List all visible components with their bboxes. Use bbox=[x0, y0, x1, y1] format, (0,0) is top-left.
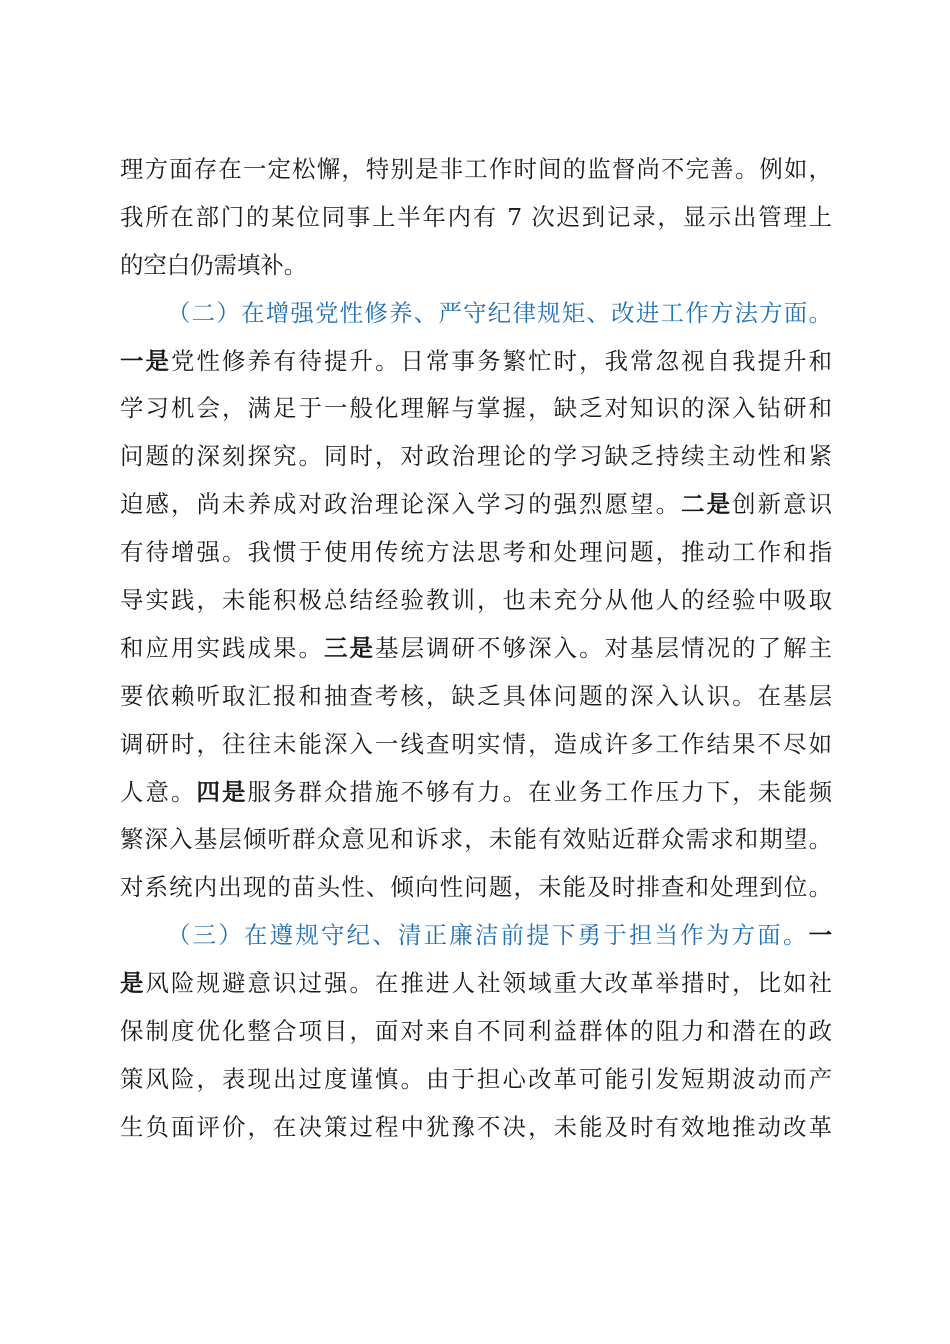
text-line bbox=[120, 864, 832, 912]
text-segment: 要依赖听取汇报和抽查考核，缺乏具体问题的深入认识。在基层 bbox=[120, 681, 832, 710]
text-line bbox=[120, 433, 832, 481]
text-segment: 创新意识 bbox=[732, 490, 833, 519]
text-line bbox=[120, 146, 832, 194]
text-segment: 导实践，未能积极总结经验教训，也未充分从他人的经验中吸取 bbox=[120, 586, 832, 615]
text-segment: 学习机会，满足于一般化理解与掌握，缺乏对知识的深入钻研和 bbox=[120, 394, 832, 423]
text-line bbox=[120, 194, 832, 242]
section-heading: （三）在遵规守纪、清正廉洁前提下勇于担当作为方面。 bbox=[167, 921, 809, 950]
text-line bbox=[120, 481, 832, 529]
text-segment: 繁深入基层倾听群众意见和诉求，未能有效贴近群众需求和期望。 bbox=[120, 825, 832, 854]
ordinal-keyword: 二是 bbox=[681, 490, 733, 519]
text-segment: 基层调研不够深入。对基层情况的了解主 bbox=[375, 633, 833, 662]
text-line bbox=[120, 816, 832, 864]
text-segment: 对系统内出现的苗头性、倾向性问题，未能及时排查和处理到位。 bbox=[120, 873, 832, 902]
text-line bbox=[120, 960, 832, 1008]
text-line bbox=[120, 769, 832, 817]
text-line bbox=[120, 290, 832, 338]
text-segment: 和应用实践成果。 bbox=[120, 633, 325, 662]
text-segment: 策风险，表现出过度谨慎。由于担心改革可能引发短期波动而产 bbox=[120, 1064, 832, 1093]
text-segment: 有待增强。我惯于使用传统方法思考和处理问题，推动工作和指 bbox=[120, 538, 832, 567]
text-segment: 风险规避意识过强。在推进人社领域重大改革举措时，比如社 bbox=[145, 969, 833, 998]
text-segment: 调研时，往往未能深入一线查明实情，造成许多工作结果不尽如 bbox=[120, 729, 832, 758]
text-line bbox=[120, 577, 832, 625]
section-heading: （二）在增强党性修养、严守纪律规矩、改进工作方法方面。 bbox=[167, 298, 832, 327]
text-segment: 服务群众措施不够有力。在业务工作压力下，未能频 bbox=[247, 777, 833, 806]
text-line bbox=[120, 385, 832, 433]
ordinal-keyword: 四是 bbox=[196, 777, 248, 806]
text-segment: 迫感，尚未养成对政治理论深入学习的强烈愿望。 bbox=[120, 490, 682, 519]
text-line bbox=[120, 625, 832, 673]
text-line bbox=[120, 1008, 832, 1056]
ordinal-keyword: 一是 bbox=[120, 346, 172, 375]
ordinal-keyword: 三是 bbox=[324, 633, 376, 662]
text-line bbox=[120, 721, 832, 769]
ordinal-keyword: 一 bbox=[808, 921, 832, 950]
text-segment: 问题的深刻探究。同时，对政治理论的学习缺乏持续主动性和紧 bbox=[120, 442, 832, 471]
text-segment: 理方面存在一定松懈，特别是非工作时间的监督尚不完善。例如， bbox=[120, 155, 832, 183]
text-segment: 我所在部门的某位同事上半年内有 7 次迟到记录，显示出管理上 bbox=[120, 202, 832, 231]
text-line bbox=[120, 529, 832, 577]
text-segment: 人意。 bbox=[120, 777, 197, 806]
text-segment: 生负面评价，在决策过程中犹豫不决，未能及时有效地推动改革 bbox=[120, 1112, 832, 1141]
text-segment: 党性修养有待提升。日常事务繁忙时，我常忽视自我提升和 bbox=[171, 346, 833, 375]
text-line bbox=[120, 673, 832, 721]
ordinal-keyword: 是 bbox=[120, 969, 146, 998]
text-line bbox=[120, 912, 832, 960]
text-segment: 保制度优化整合项目，面对来自不同利益群体的阻力和潜在的政 bbox=[120, 1017, 832, 1046]
text-line bbox=[120, 338, 832, 386]
text-line bbox=[120, 1056, 832, 1104]
text-line bbox=[120, 1104, 832, 1152]
text-line bbox=[120, 242, 832, 290]
text-segment: 的空白仍需填补。 bbox=[120, 250, 308, 279]
document-body bbox=[120, 146, 832, 1152]
